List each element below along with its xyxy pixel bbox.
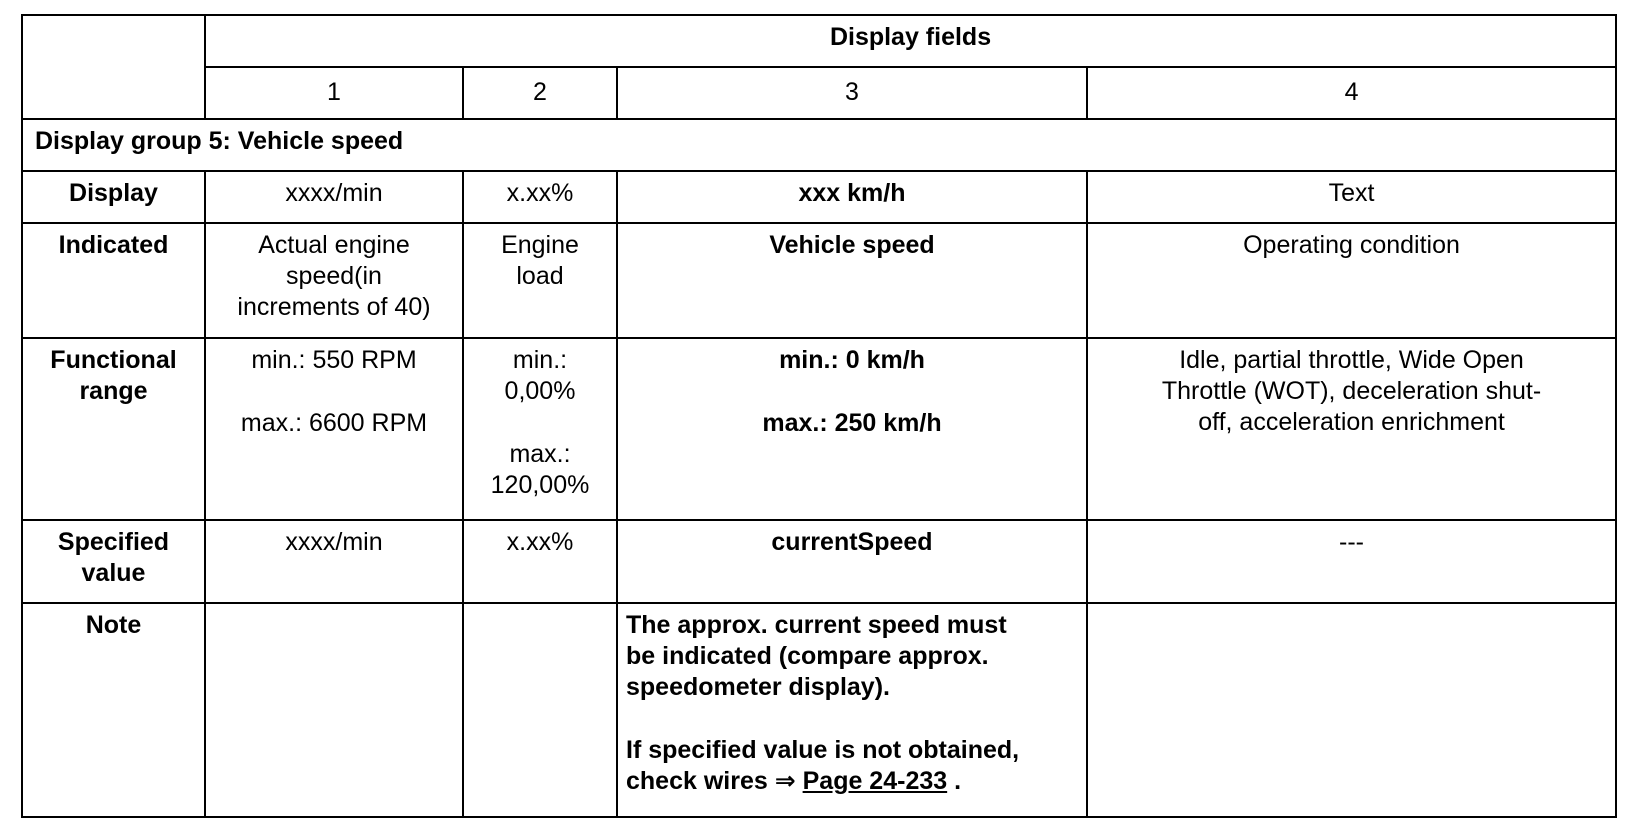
range-4-line: Throttle (WOT), deceleration shut- [1161,377,1542,405]
column-number-4: 4 [1087,67,1616,119]
note-para1-line: speedometer display). [626,673,890,701]
display-fields-header: Display fields [205,15,1616,67]
indicated-field-2-line: load [516,262,564,290]
indicated-row [22,223,1616,338]
range-2-max-line: 120,00% [490,471,590,499]
note-field-2 [463,603,617,817]
note-para1-line: be indicated (compare approx. [626,642,989,670]
display-label: Display [22,171,205,223]
indicated-field-2-line: Engine [501,231,579,259]
specified-value-field-2: x.xx% [463,520,617,603]
specified-value-field-3: currentSpeed [617,520,1087,603]
functional-range-label [22,338,205,520]
functional-range-label-line: range [79,377,148,405]
note-field-4 [1087,603,1616,817]
display-row [22,171,1616,223]
range-2-min-line: 0,00% [504,377,576,405]
indicated-label: Indicated [22,223,205,338]
header-row [22,15,1616,67]
display-group-table [21,14,1617,818]
indicated-field-3: Vehicle speed [617,223,1087,338]
note-field-3 [617,603,1087,817]
page-reference-link[interactable]: Page 24-233 [802,767,948,795]
range-4-line: off, acceleration enrichment [1198,408,1505,436]
functional-range-row [22,338,1616,520]
note-para2-line: If specified value is not obtained, [626,736,1020,764]
display-field-1: xxxx/min [205,171,463,223]
column-number-1: 1 [205,67,463,119]
indicated-field-1-line: speed(in [286,262,382,290]
note-para2-suffix: . [947,767,962,795]
specified-value-row [22,520,1616,603]
functional-range-field-4 [1087,338,1616,520]
corner-cell [22,15,205,119]
specified-value-label-line: value [81,559,146,587]
range-2-max-line: max.: [509,440,571,468]
note-row [22,603,1616,817]
range-1-max: max.: 6600 RPM [240,409,428,437]
display-field-4: Text [1087,171,1616,223]
indicated-field-4: Operating condition [1087,223,1616,338]
note-para2-prefix: check wires ⇒ [626,767,803,795]
range-4-line: Idle, partial throttle, Wide Open [1179,346,1524,374]
indicated-field-1-line: increments of 40) [237,293,431,321]
functional-range-label-line: Functional [50,346,177,374]
note-para1-line: The approx. current speed must [626,611,1007,639]
note-field-1 [205,603,463,817]
display-field-3: xxx km/h [617,171,1087,223]
range-2-min-line: min.: [512,346,568,374]
note-para2-line2 [626,766,1078,797]
range-3-min: min.: 0 km/h [779,346,925,374]
specified-value-label [22,520,205,603]
column-number-row [22,67,1616,119]
indicated-field-2 [463,223,617,338]
display-field-2: x.xx% [463,171,617,223]
group-title-row [22,119,1616,171]
range-1-min: min.: 550 RPM [251,346,417,374]
range-3-max: max.: 250 km/h [762,409,942,437]
specified-value-field-4: --- [1087,520,1616,603]
indicated-field-1 [205,223,463,338]
specified-value-field-1: xxxx/min [205,520,463,603]
column-number-2: 2 [463,67,617,119]
column-number-3: 3 [617,67,1087,119]
functional-range-field-2 [463,338,617,520]
indicated-field-1-line: Actual engine [258,231,410,259]
specified-value-label-line: Specified [57,528,170,556]
functional-range-field-1 [205,338,463,520]
display-group-title: Display group 5: Vehicle speed [22,119,1616,171]
functional-range-field-3 [617,338,1087,520]
note-label: Note [22,603,205,817]
